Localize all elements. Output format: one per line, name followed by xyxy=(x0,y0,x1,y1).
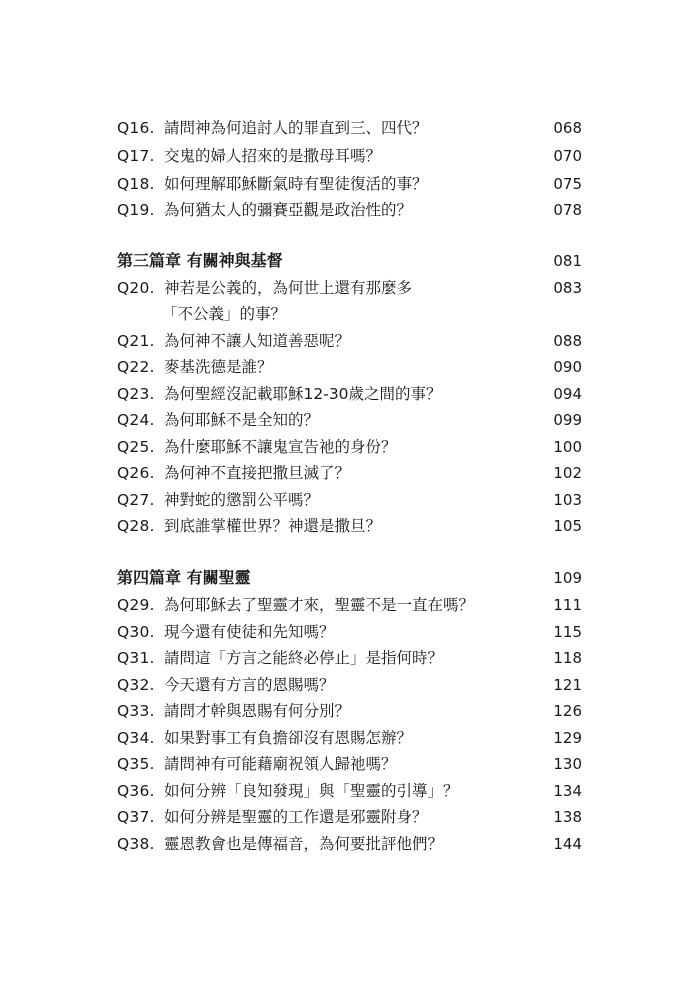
question-title: 為何神不直接把撒旦滅了？ xyxy=(164,464,351,482)
toc-entry[interactable] xyxy=(117,805,582,829)
question-title: 今天還有方言的恩賜嗎？ xyxy=(164,676,335,694)
chapter-title: 第三篇章 有關神與基督 xyxy=(117,251,283,270)
question-number: Q16. xyxy=(117,119,155,137)
question-title: 麥基洗德是誰？ xyxy=(164,358,273,376)
question-title: 請問神有可能藉廟祝領人歸祂嗎？ xyxy=(164,755,397,773)
page-number: 118 xyxy=(553,649,582,667)
page-number: 126 xyxy=(553,702,582,720)
question-number: Q38. xyxy=(117,835,155,853)
question-number: Q24. xyxy=(117,411,155,429)
question-title: 請問才幹與恩賜有何分別？ xyxy=(164,702,351,720)
question-title: 為何神不讓人知道善惡呢？ xyxy=(164,332,351,350)
toc-entry[interactable] xyxy=(117,408,582,432)
toc-entry[interactable] xyxy=(117,726,582,750)
question-number: Q26. xyxy=(117,464,155,482)
page-number: 102 xyxy=(553,464,582,482)
toc-entry[interactable] xyxy=(117,116,582,140)
page-number: 138 xyxy=(553,808,582,826)
question-number: Q21. xyxy=(117,332,155,350)
question-number: Q27. xyxy=(117,491,155,509)
toc-entry[interactable] xyxy=(117,673,582,697)
page-number: 090 xyxy=(553,358,582,376)
question-number: Q28. xyxy=(117,517,155,535)
question-title: 如何分辨「良知發現」與「聖靈的引導」？ xyxy=(164,782,459,800)
question-title: 請問神為何追討人的罪直到三、四代？ xyxy=(164,119,428,137)
page-number: 105 xyxy=(553,517,582,535)
page-number: 109 xyxy=(553,569,582,587)
toc-entry[interactable] xyxy=(117,593,582,617)
question-title: 如果對事工有負擔卻沒有恩賜怎辦？ xyxy=(164,729,413,747)
question-title: 為何聖經沒記載耶穌12-30歲之間的事？ xyxy=(164,385,442,403)
toc-entry[interactable] xyxy=(117,514,582,538)
page-number: 100 xyxy=(553,438,582,456)
page-number: 075 xyxy=(553,175,582,193)
page-number: 078 xyxy=(553,201,582,219)
question-number: Q18. xyxy=(117,175,155,193)
question-title: 請問這「方言之能終必停止」是指何時？ xyxy=(164,649,444,667)
question-title: 如何理解耶穌斷氣時有聖徒復活的事？ xyxy=(164,175,428,193)
question-title: 如何分辨是聖靈的工作還是邪靈附身？ xyxy=(164,808,428,826)
question-number: Q34. xyxy=(117,729,155,747)
toc-entry[interactable] xyxy=(117,779,582,803)
question-number: Q17. xyxy=(117,147,155,165)
question-number: Q29. xyxy=(117,596,155,614)
page-number: 081 xyxy=(553,252,582,270)
toc-entry[interactable] xyxy=(117,172,582,196)
toc-entry[interactable] xyxy=(117,752,582,776)
page-number: 099 xyxy=(553,411,582,429)
toc-entry[interactable] xyxy=(117,461,582,485)
toc-entry[interactable] xyxy=(117,646,582,670)
page-number: 094 xyxy=(553,385,582,403)
question-title: 為何猶太人的彌賽亞觀是政治性的？ xyxy=(164,201,413,219)
question-title-continuation: 「不公義」的事？ xyxy=(162,305,287,323)
page-number: 134 xyxy=(553,782,582,800)
toc-entry[interactable] xyxy=(117,699,582,723)
question-title: 交鬼的婦人招來的是撒母耳嗎？ xyxy=(164,147,382,165)
question-number: Q36. xyxy=(117,782,155,800)
toc-entry[interactable] xyxy=(117,329,582,353)
page-number: 083 xyxy=(553,279,582,297)
chapter-heading[interactable] xyxy=(117,565,582,591)
page-number: 088 xyxy=(553,332,582,350)
question-number: Q37. xyxy=(117,808,155,826)
toc-entry[interactable] xyxy=(117,355,582,379)
toc-entry[interactable] xyxy=(117,435,582,459)
question-number: Q20. xyxy=(117,279,155,297)
chapter-heading[interactable] xyxy=(117,248,582,274)
question-title: 靈恩教會也是傳福音，為何要批評他們？ xyxy=(164,835,444,853)
toc-entry[interactable] xyxy=(117,488,582,512)
question-number: Q35. xyxy=(117,755,155,773)
page-number: 121 xyxy=(553,676,582,694)
question-title: 為何耶穌不是全知的？ xyxy=(164,411,320,429)
toc-entry[interactable] xyxy=(117,832,582,856)
question-number: Q30. xyxy=(117,623,155,641)
page-number: 103 xyxy=(553,491,582,509)
question-title: 神對蛇的懲罰公平嗎？ xyxy=(164,491,320,509)
toc-entry[interactable] xyxy=(117,382,582,406)
question-title: 為何耶穌去了聖靈才來，聖靈不是一直在嗎？ xyxy=(164,596,475,614)
question-title: 為什麼耶穌不讓鬼宣告祂的身份？ xyxy=(164,438,397,456)
page-number: 144 xyxy=(553,835,582,853)
question-title: 到底誰掌權世界？神還是撒旦？ xyxy=(164,517,382,535)
chapter-title: 第四篇章 有關聖靈 xyxy=(117,568,251,587)
question-title: 現今還有使徒和先知嗎？ xyxy=(164,623,335,641)
question-number: Q23. xyxy=(117,385,155,403)
question-number: Q25. xyxy=(117,438,155,456)
page-number: 111 xyxy=(553,596,582,614)
question-title: 神若是公義的，為何世上還有那麼多 xyxy=(164,279,413,297)
toc-entry[interactable] xyxy=(117,620,582,644)
page-number: 070 xyxy=(553,147,582,165)
page-number: 068 xyxy=(553,119,582,137)
toc-entry[interactable] xyxy=(117,198,582,222)
toc-entry[interactable] xyxy=(117,144,582,168)
page-number: 115 xyxy=(553,623,582,641)
page-number: 130 xyxy=(553,755,582,773)
question-number: Q32. xyxy=(117,676,155,694)
question-number: Q22. xyxy=(117,358,155,376)
question-number: Q31. xyxy=(117,649,155,667)
page-number: 129 xyxy=(553,729,582,747)
question-number: Q33. xyxy=(117,702,155,720)
question-number: Q19. xyxy=(117,201,155,219)
toc-entry[interactable] xyxy=(117,276,582,323)
